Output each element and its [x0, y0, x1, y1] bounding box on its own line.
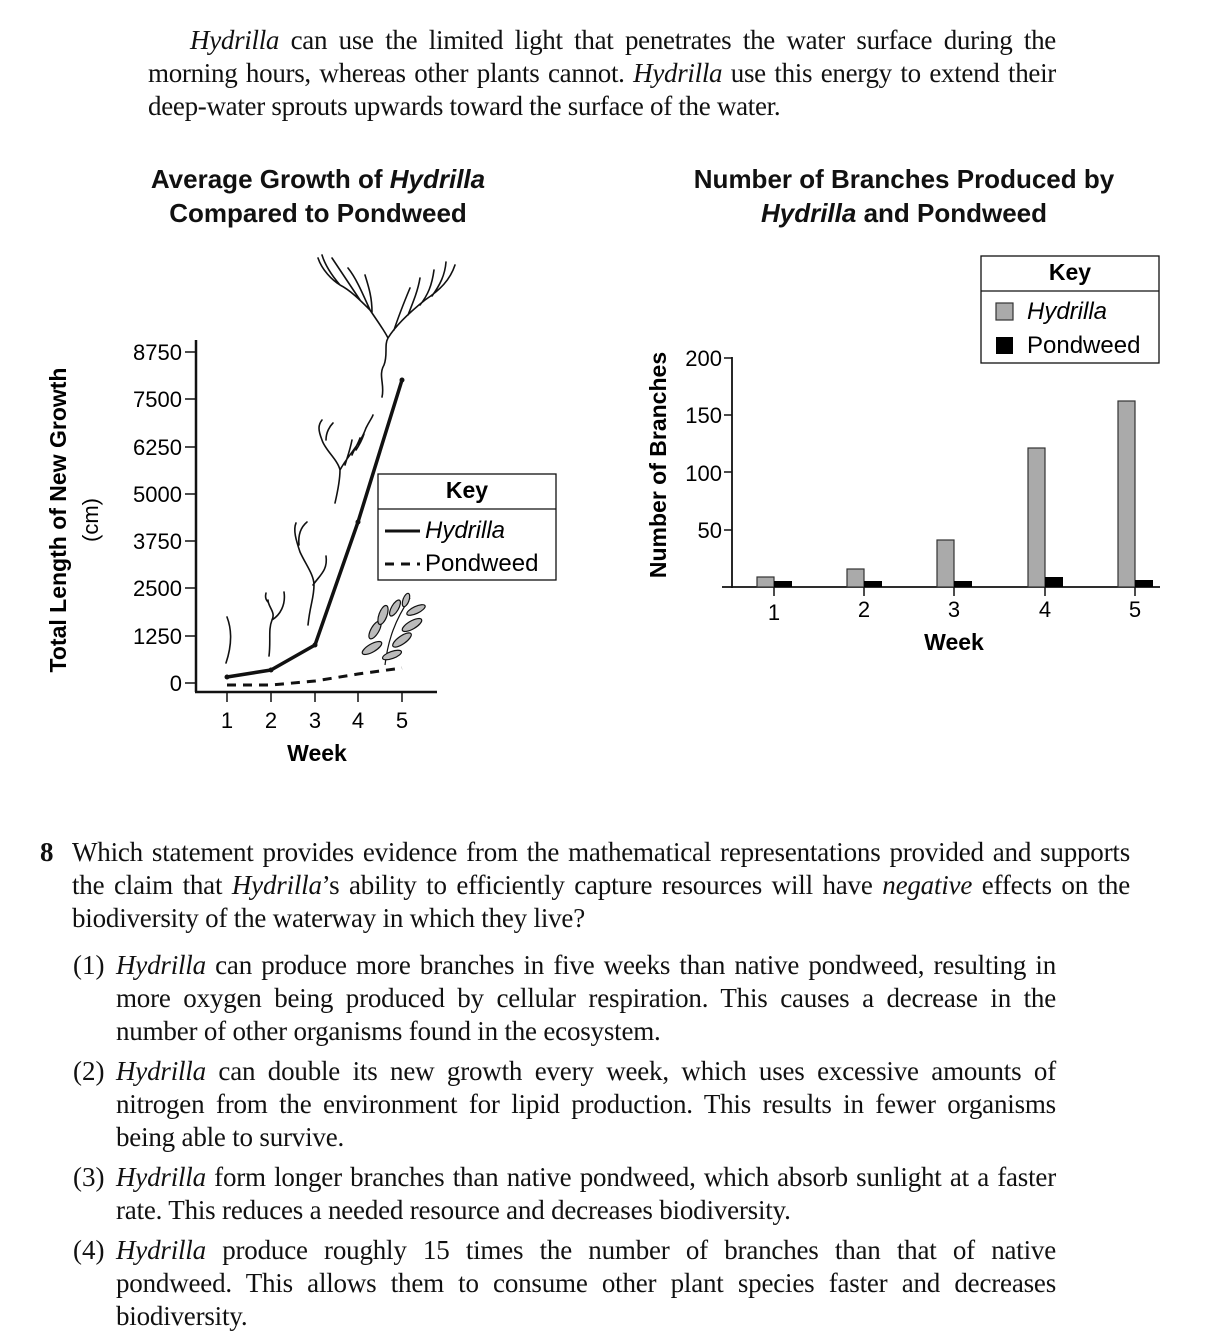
question-stem: [72, 836, 1130, 935]
x-axis-label: Week: [924, 629, 984, 655]
y-tick-label: 6250: [133, 435, 182, 460]
line-chart-legend: [378, 474, 556, 580]
stem-text: ’s ability to efficiently capture resources will have: [321, 870, 883, 900]
option-italic: Hydrilla: [116, 1056, 206, 1086]
x-tick-label: 3: [947, 597, 961, 622]
title-text: Number of Branches Produced by: [693, 164, 1115, 194]
y-tick-label: 7500: [133, 387, 182, 412]
answer-option-1[interactable]: [73, 949, 1056, 1048]
pondweed-plant-icon: [360, 592, 426, 665]
y-axis-label: Total Length of New Growth: [45, 367, 71, 673]
y-tick-label: 8750: [133, 340, 182, 365]
option-label: (4): [73, 1235, 105, 1265]
bar-chart-title: [650, 162, 1158, 230]
hydrilla-plant-icon: [226, 255, 455, 663]
legend-title: Key: [1048, 259, 1092, 285]
option-text: can produce more branches in five weeks than native pondweed, resulting in more oxygen being produced by cellular respiration. This causes a decrease in the number of other organisms found in the ecosystem.: [116, 950, 1056, 1046]
pondweed-bars: [774, 577, 1153, 587]
option-label: (3): [73, 1162, 105, 1192]
legend-label: Hydrilla: [1027, 298, 1108, 325]
x-tick-label: 5: [395, 708, 409, 733]
option-text: form longer branches than native pondweed, which absorb sunlight at a faster rate. This reduces a needed resource and decreases biodiversity.: [116, 1162, 1056, 1225]
option-label: (2): [73, 1056, 105, 1086]
passage-text: can use the limited light that penetrates the water surface during the morning hours, whereas other plants cannot.: [148, 25, 1056, 88]
passage-italic-hydrilla: Hydrilla: [633, 58, 723, 88]
x-tick-label: 4: [351, 708, 365, 733]
legend-label: Hydrilla: [425, 517, 506, 544]
stem-italic: negative: [882, 870, 973, 900]
x-tick-label: 3: [308, 708, 322, 733]
y-axis-label: Number of Branches: [645, 351, 671, 579]
y-tick-label: 1250: [133, 624, 182, 649]
x-tick-label: 5: [1128, 597, 1142, 622]
option-italic: Hydrilla: [116, 1235, 206, 1265]
passage-text: use this energy to extend their deep-water sprouts upwards toward the surface of the water.: [148, 58, 1056, 121]
answer-option-4[interactable]: [73, 1234, 1056, 1333]
y-ticks: [685, 346, 732, 543]
question-number: 8: [40, 837, 54, 867]
bar-chart-legend: [981, 256, 1159, 363]
title-text: Compared to Pondweed: [169, 198, 467, 228]
option-text: can double its new growth every week, which uses excessive amounts of nitrogen from the environment for lipid production. This results in fewer organisms being able to survive.: [116, 1056, 1056, 1152]
legend-title: Key: [445, 477, 489, 503]
bar-chart: [620, 240, 1224, 680]
y-tick-label: 0: [169, 671, 182, 696]
y-axis-unit: (cm): [78, 498, 103, 542]
legend-label: Pondweed: [425, 550, 539, 577]
legend-label: Pondweed: [1027, 332, 1141, 359]
x-ticks: [768, 587, 1141, 625]
hydrilla-swatch: [996, 303, 1013, 320]
stem-text: effects on the biodiversity of the waterway in which they live?: [72, 870, 1130, 933]
y-tick-label: 5000: [133, 482, 182, 507]
x-tick-label: 1: [767, 600, 781, 625]
y-tick-label: 200: [685, 346, 722, 371]
option-italic: Hydrilla: [116, 1162, 206, 1192]
y-tick-label: 2500: [133, 576, 182, 601]
option-italic: Hydrilla: [116, 950, 206, 980]
x-tick-label: 4: [1038, 597, 1052, 622]
answer-option-3[interactable]: [73, 1161, 1056, 1227]
option-text: produce roughly 15 times the number of branches than that of native pondweed. This allows them to consume other plant species faster and decreases biodiversity.: [116, 1235, 1056, 1331]
y-tick-label: 3750: [133, 529, 182, 554]
title-text: and Pondweed: [856, 198, 1048, 228]
stem-text: Which statement provides evidence from the mathematical representations provided and supports the claim that: [72, 837, 1130, 900]
x-tick-label: 1: [220, 708, 234, 733]
y-tick-label: 150: [685, 403, 722, 428]
pondweed-swatch: [996, 337, 1013, 354]
passage-italic-hydrilla: Hydrilla: [190, 25, 280, 55]
title-italic: Hydrilla: [389, 164, 486, 194]
x-ticks: [221, 692, 408, 733]
x-tick-label: 2: [264, 708, 278, 733]
pondweed-series-line: [227, 668, 402, 685]
answer-option-2[interactable]: [73, 1055, 1056, 1154]
x-tick-label: 2: [857, 597, 871, 622]
y-tick-label: 100: [685, 461, 722, 486]
question-8: [40, 836, 1130, 935]
title-italic: Hydrilla: [760, 198, 857, 228]
title-text: Average Growth of: [150, 164, 390, 194]
option-label: (1): [73, 950, 105, 980]
stem-italic: Hydrilla: [231, 870, 322, 900]
x-axis-label: Week: [287, 740, 347, 766]
y-tick-label: 50: [697, 518, 722, 543]
hydrilla-bars: [757, 401, 1135, 587]
y-ticks: [133, 340, 196, 696]
line-chart: [0, 0, 620, 800]
